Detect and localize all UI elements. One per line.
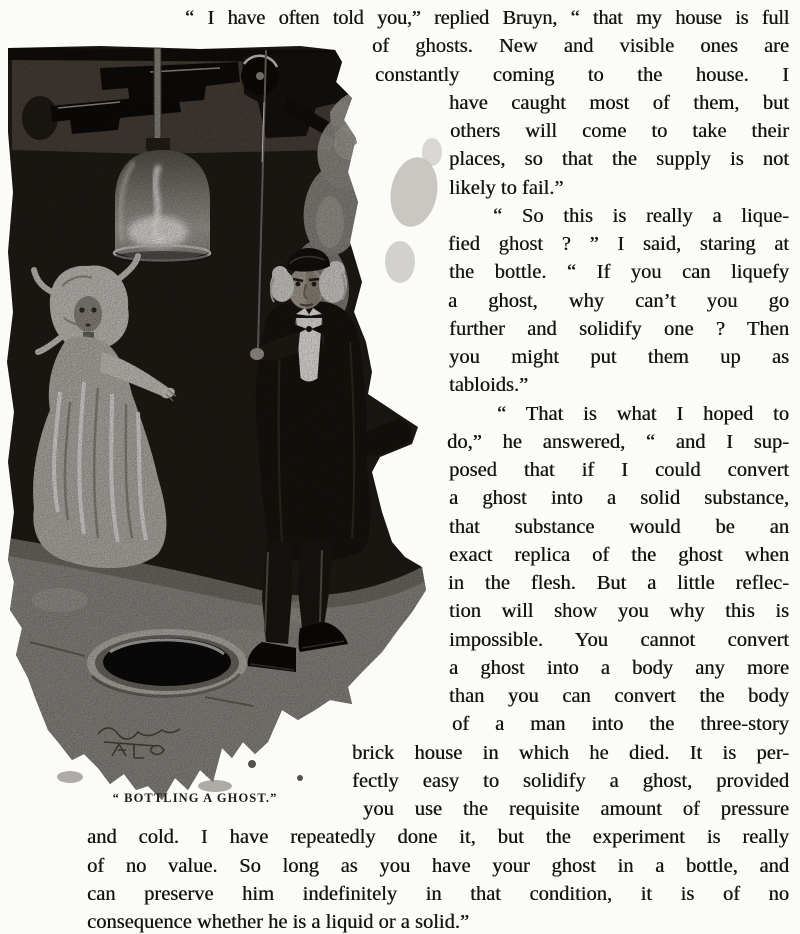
text-line: fied ghost ? ” I said, staring at	[448, 233, 789, 255]
text-line: “ So this is really a lique-	[493, 205, 789, 227]
text-line: tabloids.”	[449, 374, 529, 396]
text-line: that substance would be an	[449, 516, 789, 538]
text-line: the bottle. “ If you can liquefy	[449, 261, 789, 283]
text-line: of ghosts. New and visible ones are	[372, 35, 789, 57]
grain-texture	[0, 42, 445, 814]
text-line: places, so that the supply is not	[449, 148, 789, 170]
text-line: do,” he answered, “ and I sup-	[447, 431, 789, 453]
text-line: fectly easy to solidify a ghost, provided	[352, 770, 789, 792]
text-line: a ghost into a body any more	[449, 657, 789, 679]
text-line: a ghost, why can’t you go	[448, 290, 789, 312]
text-line: in the flesh. But a little reflec-	[448, 572, 789, 594]
text-line: posed that if I could convert	[449, 459, 789, 481]
text-line: tion will show you why this is	[449, 600, 789, 622]
ghost-illustration	[0, 42, 445, 814]
text-line: of no value. So long as you have your ghost in a bottle, and	[87, 855, 789, 877]
text-line: constantly coming to the house. I	[375, 64, 789, 86]
text-line: of a man into the three-story	[452, 713, 789, 735]
text-line: can preserve him indefinitely in that condition, it is of no	[87, 883, 789, 905]
text-line: likely to fail.”	[449, 177, 564, 199]
text-line: than you can convert the body	[449, 685, 789, 707]
text-line: consequence whether he is a liquid or a solid.”	[87, 911, 469, 933]
text-line: further and solidify one ? Then	[449, 318, 789, 340]
illustration-caption: “ BOTTLING A GHOST.”	[112, 791, 278, 805]
text-line: you might put them up as	[449, 346, 789, 368]
text-line: exact replica of the ghost when	[449, 544, 789, 566]
text-line: have caught most of them, but	[449, 92, 789, 114]
text-line: impossible. You cannot convert	[449, 629, 789, 651]
text-line: and cold. I have repeatedly done it, but the experiment is really	[87, 826, 789, 848]
text-line: you use the requisite amount of pressure	[363, 798, 789, 820]
text-line: “ That is what I hoped to	[497, 403, 789, 425]
text-line: a ghost into a solid substance,	[449, 487, 789, 509]
text-line: “ I have often told you,” replied Bruyn, “ that my house is full	[185, 7, 789, 29]
text-line: brick house in which he died. It is per-	[352, 742, 789, 764]
text-line: others will come to take their	[450, 120, 789, 142]
